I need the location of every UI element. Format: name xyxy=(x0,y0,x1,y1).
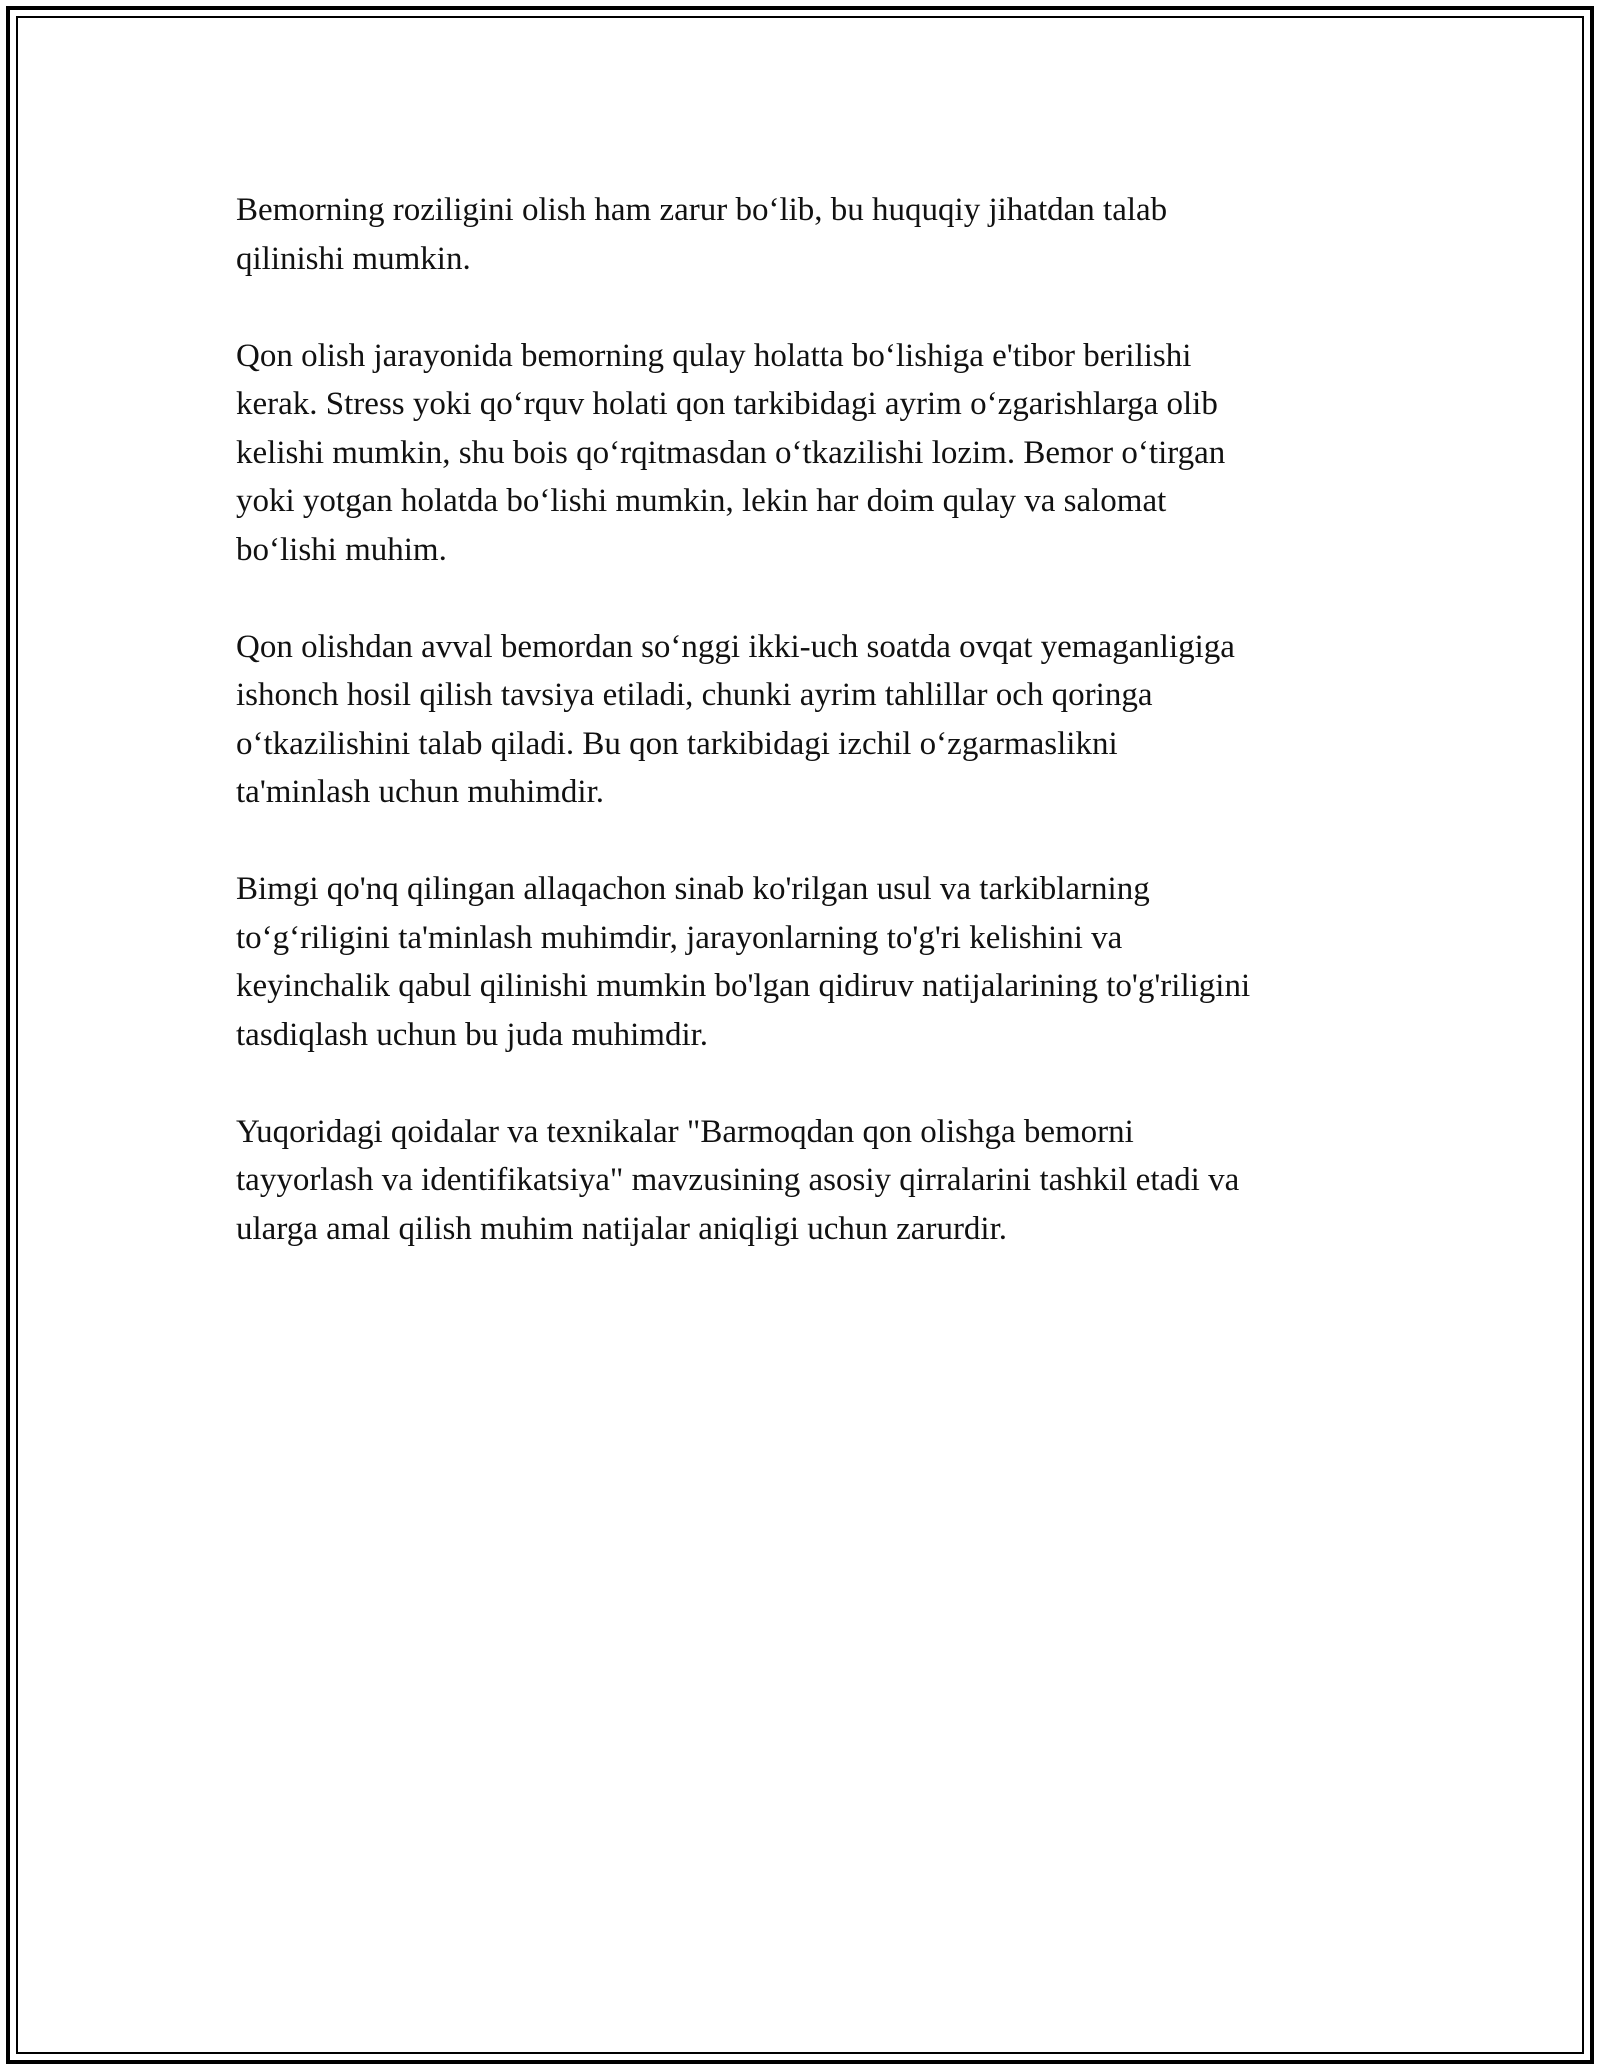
text-line: bo‘lishi muhim. xyxy=(236,531,447,568)
text-line: keyinchalik qabul qilinishi mumkin bo'lgan qidiruv natijalarining to'g'riligini xyxy=(236,968,1251,1004)
text-line: kerak. Stress yoki qo‘rquv holati qon tarkibidagi ayrim o‘zgarishlarga olib xyxy=(236,386,1218,422)
paragraph-consent xyxy=(236,186,1376,283)
text-line: ularga amal qilish muhim natijalar aniqligi uchun zarurdir. xyxy=(236,1210,1008,1247)
text-line: o‘tkazilishini talab qiladi. Bu qon tarkibidagi izchil o‘zgarmaslikni xyxy=(236,725,1118,762)
text-line: qilinishi mumkin. xyxy=(236,240,471,277)
page-content xyxy=(236,186,1376,1302)
paragraph-fasting xyxy=(236,623,1376,817)
text-line: ta'minlash uchun muhimdir. xyxy=(236,774,604,810)
paragraph-methods xyxy=(236,865,1376,1059)
text-line: Qon olishdan avval bemordan so‘nggi ikki-uch soatda ovqat yemaganligiga xyxy=(236,628,1235,665)
text-line: tasdiqlash uchun bu juda muhimdir. xyxy=(236,1016,709,1053)
text-line: Bimgi qo'nq qilingan allaqachon sinab ko'rilgan usul va tarkiblarning xyxy=(236,871,1150,907)
text-line: Yuqoridagi qoidalar va texnikalar "Barmoqdan qon olishga bemorni xyxy=(236,1113,1134,1150)
paragraph-conclusion xyxy=(236,1108,1376,1254)
text-line: tayyorlash va identifikatsiya" mavzusining asosiy qirralarini tashkil etadi va xyxy=(236,1162,1240,1198)
text-line: Qon olish jarayonida bemorning qulay holatta bo‘lishiga e'tibor berilishi xyxy=(236,337,1192,374)
paragraph-patient-position xyxy=(236,332,1376,575)
text-line: Bemorning roziligini olish ham zarur bo‘lib, bu huquqiy jihatdan talab xyxy=(236,192,1168,228)
text-line: yoki yotgan holatda bo‘lishi mumkin, lekin har doim qulay va salomat xyxy=(236,483,1167,519)
text-line: to‘g‘riligini ta'minlash muhimdir, jarayonlarning to'g'ri kelishini va xyxy=(236,919,1123,956)
text-line: kelishi mumkin, shu bois qo‘rqitmasdan o‘tkazilishi lozim. Bemor o‘tirgan xyxy=(236,434,1226,471)
text-line: ishonch hosil qilish tavsiya etiladi, chunki ayrim tahlillar och qoringa xyxy=(236,677,1153,713)
